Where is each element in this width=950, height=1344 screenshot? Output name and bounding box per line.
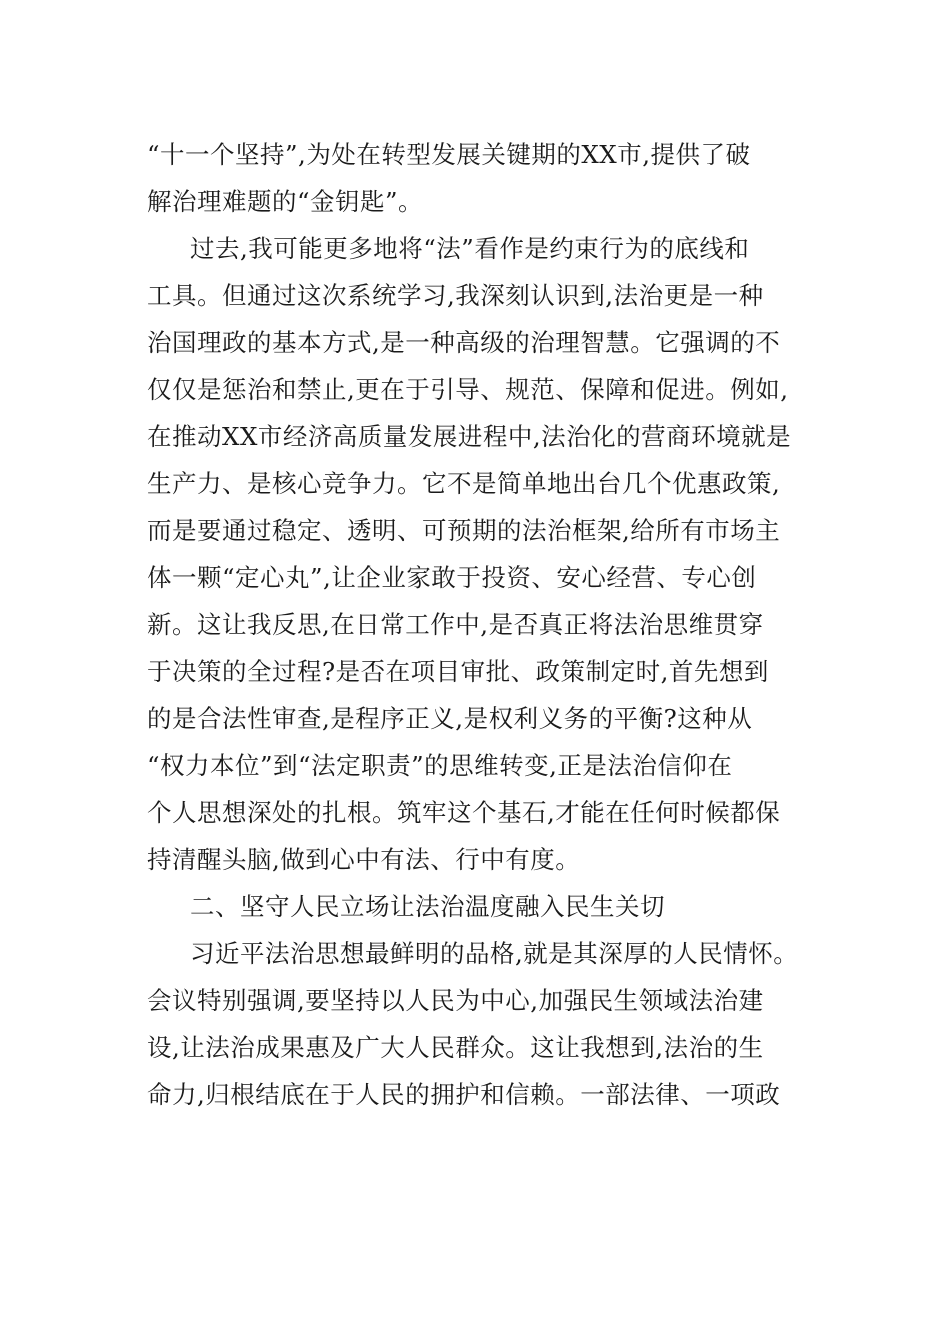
text-line: 过去,我可能更多地将“法”看作是约束行为的底线和 xyxy=(190,234,750,263)
text-line: 设,让法治成果惠及广大人民群众。这让我想到,法治的生 xyxy=(147,1033,764,1062)
text-line: 生产力、是核心竞争力。它不是简单地出台几个优惠政策, xyxy=(147,469,781,498)
text-line: “权力本位”到“法定职责”的思维转变,正是法治信仰在 xyxy=(147,751,733,780)
text-line: 仅仅是惩治和禁止,更在于引导、规范、保障和促进。例如, xyxy=(147,375,789,404)
text-line: 命力,归根结底在于人民的拥护和信赖。一部法律、一项政 xyxy=(147,1080,781,1109)
text-line: 个人思想深处的扎根。筑牢这个基石,才能在任何时候都保 xyxy=(147,798,781,827)
text-line: “十一个坚持”,为处在转型发展关键期的XX市,提供了破 xyxy=(147,140,751,169)
text-line: 于决策的全过程?是否在项目审批、政策制定时,首先想到 xyxy=(147,657,769,686)
text-line: 而是要通过稳定、透明、可预期的法治框架,给所有市场主 xyxy=(147,516,781,545)
section-heading: 二、坚守人民立场让法治温度融入民生关切 xyxy=(190,892,665,921)
text-line: 会议特别强调,要坚持以人民为中心,加强民生领域法治建 xyxy=(147,986,764,1015)
text-line: 治国理政的基本方式,是一种高级的治理智慧。它强调的不 xyxy=(147,328,781,357)
text-line: 习近平法治思想最鲜明的品格,就是其深厚的人民情怀。 xyxy=(190,939,799,968)
text-line: 体一颗“定心丸”,让企业家敢于投资、安心经营、专心创 xyxy=(147,563,757,592)
text-line: 持清醒头脑,做到心中有法、行中有度。 xyxy=(147,845,581,874)
text-line: 工具。但通过这次系统学习,我深刻认识到,法治更是一种 xyxy=(147,281,764,310)
text-line: 的是合法性审查,是程序正义,是权利义务的平衡?这种从 xyxy=(147,704,753,733)
text-line: 新。这让我反思,在日常工作中,是否真正将法治思维贯穿 xyxy=(147,610,764,639)
text-line: 解治理难题的“金钥匙”。 xyxy=(147,187,424,216)
text-line: 在推动XX市经济高质量发展进程中,法治化的营商环境就是 xyxy=(147,422,792,451)
